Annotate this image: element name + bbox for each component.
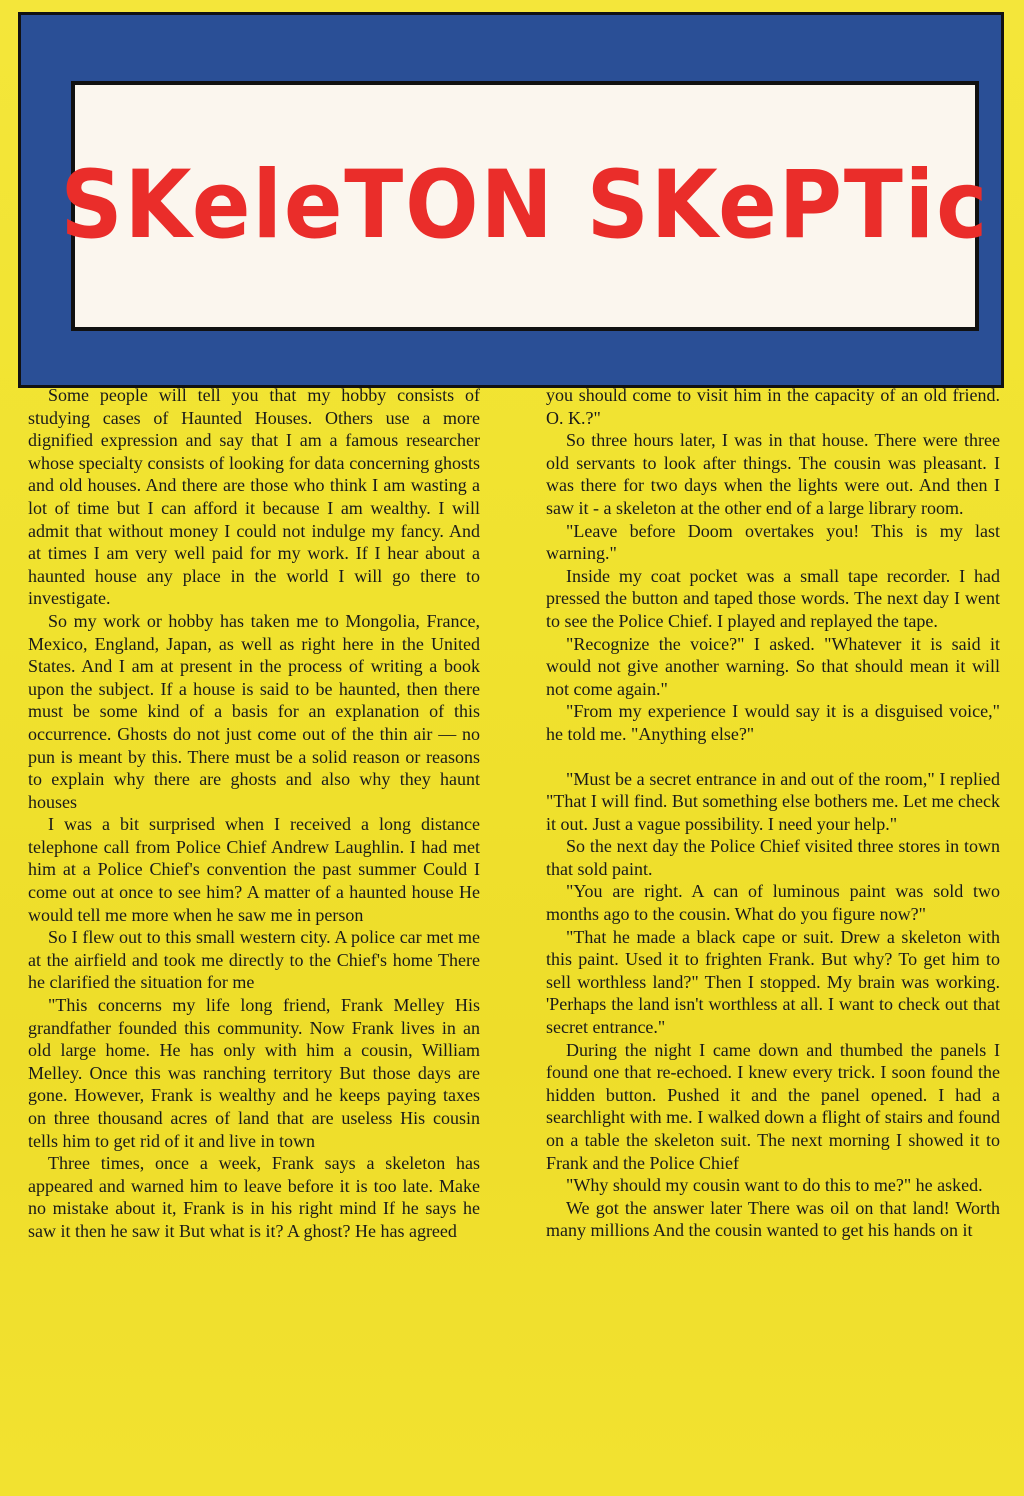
paragraph: Inside my coat pocket was a small tape recorder. I had pressed the button and taped those words. The next day I went to see the Police Chief. I played and replayed the tape.	[546, 565, 1000, 631]
paragraph: We got the answer later There was oil on that land! Worth many millions And the cousin wanted to get his hands on it	[546, 1197, 1000, 1241]
paragraph: So my work or hobby has taken me to Mongolia, France, Mexico, England, Japan, as well as right here in the United States. And I am at present in the process of writing a book upon the subject. If a house is said to be haunted, then there must be some kind of a basis for an explanation of this occurrence. Ghosts do not just come out of the thin air — no pun is meant by this. There must be a solid reason or reasons to explain why there are ghosts and also why they haunt houses	[28, 610, 480, 812]
paragraph: "That he made a black cape or suit. Drew a skeleton with this paint. Used it to frighten Frank. But why? To get him to sell worthless land?" Then I stopped. My brain was working. 'Perhaps the land isn't worthless at all. I want to check out that secret entrance."	[546, 926, 1000, 1038]
paragraph: you should come to visit him in the capacity of an old friend. O. K.?"	[546, 385, 1000, 428]
paragraph: I was a bit surprised when I received a long distance telephone call from Police Chief Andrew Laughlin. I had met him at a Police Chief's convention the past summer Could I come out at once to see him? A matter of a haunted house He would tell me more when he saw me in person	[28, 814, 480, 925]
paragraph: "This concerns my life long friend, Frank Melley His grandfather founded this community. Now Frank lives in an old large home. He has only with him a cousin, William Melley. Once this was ranching territory But those days are gone. However, Frank is wealthy and he keeps paying taxes on three thousand acres of land that are useless His cousin tells him to get rid of it and live in town	[28, 995, 480, 1151]
right-text-column	[546, 384, 1000, 1242]
paragraph: So I flew out to this small western city. A police car met me at the airfield and took me directly to the Chief's home There he clarified the situation for me	[28, 927, 480, 993]
paragraph: "From my experience I would say it is a disguised voice," he told me. "Anything else?"	[546, 701, 1000, 744]
paragraph: Some people will tell you that my hobby consists of studying cases of Haunted Houses. Others use a more dignified expression and say that I am a famous researcher whose specialty consists of looking for data concerning ghosts and old houses. And there are those who think I am wasting a lot of time but I can afford it because I am wealthy. I will admit that without money I could not indulge my fancy. And at times I am very well paid for my work. If I hear about a haunted house any place in the world I will go there to investigate.	[28, 385, 480, 609]
paragraph: So three hours later, I was in that house. There were three old servants to look after things. The cousin was pleasant. I was there for two days when the lights were out. And then I saw it - a skeleton at the other end of a large library room.	[546, 430, 1000, 518]
paragraph: "Leave before Doom overtakes you! This is my last warning."	[546, 520, 1000, 564]
paragraph: So the next day the Police Chief visited three stores in town that sold paint.	[546, 836, 1000, 879]
paragraph: "Why should my cousin want to do this to me?" he asked.	[566, 1175, 983, 1196]
title-panel	[60, 81, 990, 331]
paragraph: "You are right. A can of luminous paint was sold two months ago to the cousin. What do you figure now?"	[546, 881, 1000, 925]
title-banner	[18, 12, 1004, 388]
left-text-column	[28, 384, 480, 1243]
story-title: SKeleTON SKePTic	[60, 151, 990, 260]
paragraph: During the night I came down and thumbed the panels I found one that re-echoed. I knew every trick. I soon found the hidden button. Pushed it and the panel opened. I had a searchlight with me. I walked down a flight of stairs and found on a table the skeleton suit. The next morning I showed it to Frank and the Police Chief	[546, 1039, 1000, 1173]
paragraph: "Must be a secret entrance in and out of the room," I replied "That I will find. But something else bothers me. Let me check it out. Just a vague possibility. I need your help."	[546, 768, 1000, 834]
paragraph: "Recognize the voice?" I asked. "Whatever it is said it would not give another warning. So that should mean it will not come again."	[546, 633, 1000, 699]
paragraph: Three times, once a week, Frank says a skeleton has appeared and warned him to leave before it is too late. Make no mistake about it, Frank is in his right mind If he says he saw it then he saw it But what is it? A ghost? He has agreed	[28, 1153, 480, 1241]
